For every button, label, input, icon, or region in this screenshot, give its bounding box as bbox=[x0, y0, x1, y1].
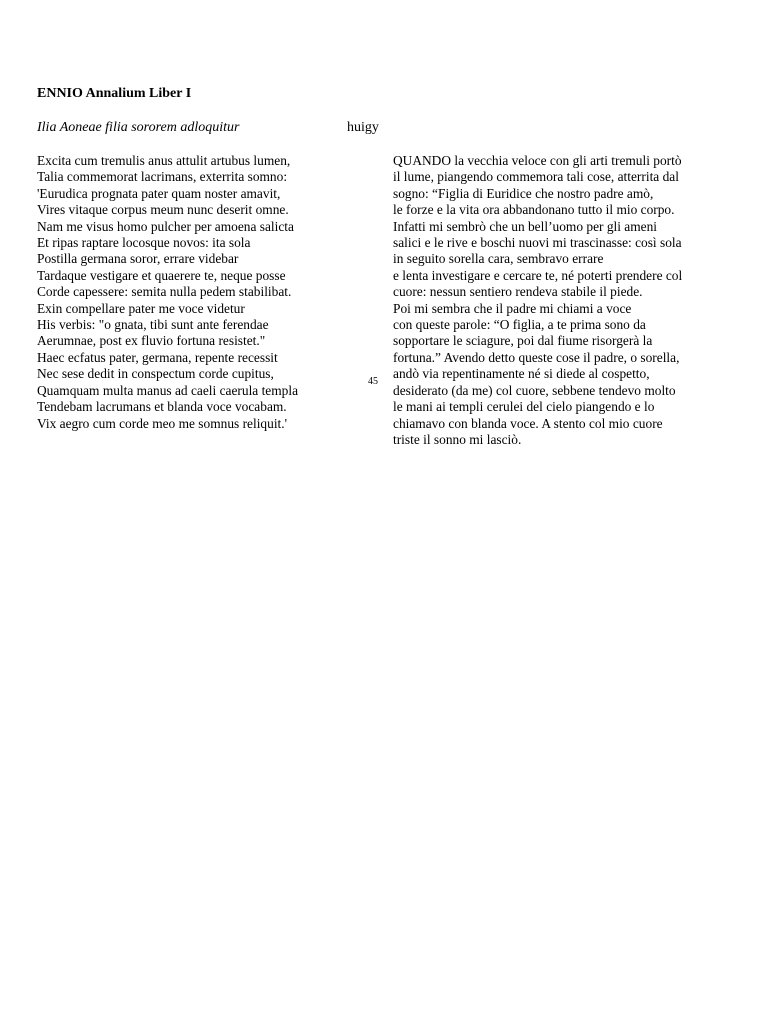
latin-line: Tardaque vestigare et quaerere te, neque posse bbox=[37, 267, 286, 283]
document-title: ENNIO Annalium Liber I bbox=[37, 86, 192, 101]
italian-line: cuore: nessun sentiero rendeva stabile il piede. bbox=[393, 284, 643, 300]
latin-text-column bbox=[37, 153, 357, 432]
italian-line: andò via repentinamente né si diede al cospetto, bbox=[393, 366, 650, 382]
italian-translation-column bbox=[393, 153, 733, 448]
italian-line: le forze e la vita ora abbandonano tutto il mio corpo. bbox=[393, 202, 675, 218]
italian-line: chiamavo con blanda voce. A stento col mio cuore bbox=[393, 415, 663, 431]
italian-line: e lenta investigare e cercare te, né poterti prendere col bbox=[393, 267, 683, 283]
side-note: huigy bbox=[347, 120, 379, 135]
latin-line: Nec sese dedit in conspectum corde cupitus, bbox=[37, 366, 274, 382]
latin-line: Et ripas raptare locosque novos: ita sola bbox=[37, 235, 251, 251]
latin-line: Talia commemorat lacrimans, exterrita somno: bbox=[37, 169, 288, 185]
italian-line: sogno: “Figlia di Euridice che nostro padre amò, bbox=[393, 185, 654, 201]
latin-line: Tendebam lacrumans et blanda voce vocabam. bbox=[37, 399, 287, 415]
italian-line: le mani ai templi cerulei del cielo piangendo e lo bbox=[393, 399, 655, 415]
latin-line: 'Eurudica prognata pater quam noster amavit, bbox=[37, 185, 281, 201]
latin-line: Postilla germana soror, errare videbar bbox=[37, 251, 239, 267]
latin-line: Aerumnae, post ex fluvio fortuna resistet." bbox=[37, 333, 266, 349]
italian-line: con queste parole: “O figlia, a te prima sono da bbox=[393, 317, 646, 333]
italian-line: in seguito sorella cara, sembravo errare bbox=[393, 251, 604, 267]
latin-line: Excita cum tremulis anus attulit artubus lumen, bbox=[37, 153, 291, 168]
italian-line: salici e le rive e boschi nuovi mi trascinasse: così sola bbox=[393, 235, 682, 251]
italian-line: desiderato (da me) col cuore, sebbene tendevo molto bbox=[393, 382, 676, 398]
latin-line: Quamquam multa manus ad caeli caerula templa bbox=[37, 382, 299, 398]
italian-line: fortuna.” Avendo detto queste cose il padre, o sorella, bbox=[393, 349, 680, 365]
italian-line: Infatti mi sembrò che un bell’uomo per gli ameni bbox=[393, 218, 658, 234]
latin-line: Vix aegro cum corde meo me somnus reliquit.' bbox=[37, 415, 288, 431]
latin-line: Nam me visus homo pulcher per amoena salicta bbox=[37, 218, 294, 234]
document-subtitle: Ilia Aoneae filia sororem adloquitur bbox=[37, 120, 240, 135]
latin-line: Corde capessere: semita nulla pedem stabilibat. bbox=[37, 284, 292, 300]
latin-line: Exin compellare pater me voce videtur bbox=[37, 300, 245, 316]
italian-line: QUANDO la vecchia veloce con gli arti tremuli portò bbox=[393, 153, 682, 168]
italian-line: triste il sonno mi lasciò. bbox=[393, 431, 522, 447]
italian-line: il lume, piangendo commemora tali cose, atterrita dal bbox=[393, 169, 679, 185]
italian-line: sopportare le sciagure, poi dal fiume risorgerà la bbox=[393, 333, 653, 349]
latin-line: Vires vitaque corpus meum nunc deserit omne. bbox=[37, 202, 289, 218]
italian-line: Poi mi sembra che il padre mi chiami a voce bbox=[393, 300, 632, 316]
verse-line-number: 45 bbox=[368, 376, 378, 387]
latin-line: Haec ecfatus pater, germana, repente recessit bbox=[37, 349, 278, 365]
latin-line: His verbis: "o gnata, tibi sunt ante ferendae bbox=[37, 317, 269, 333]
